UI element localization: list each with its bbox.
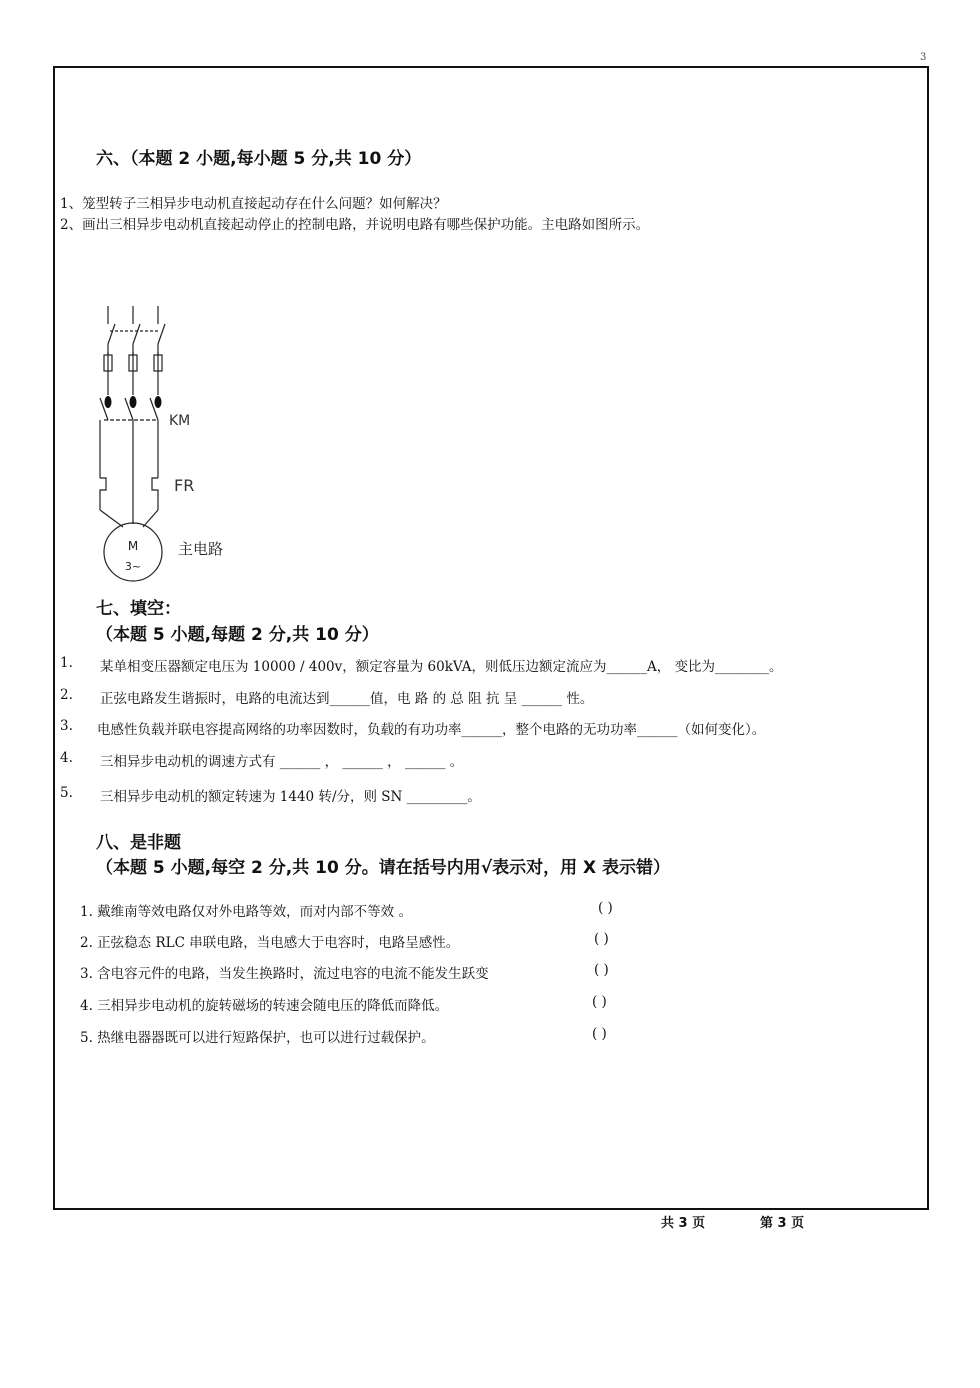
motor-label-m: M <box>127 539 139 553</box>
main-circuit-caption: 主电路 <box>178 540 224 558</box>
fill-blank-1-num: 1. <box>60 655 73 671</box>
fill-blank-2-text: 正弦电路发生谐振时，电路的电流达到______值，电 路 的 总 阻 抗 呈 ______ 性。 <box>100 691 594 707</box>
section-8-subtitle: （本题 5 小题,每空 2 分,共 10 分。请在括号内用√表示对，用 X 表示错） <box>96 858 671 878</box>
judge-item-3-text: 3. 含电容元件的电路，当发生换路时，流过电容的电流不能发生跃变 <box>80 966 489 982</box>
judge-item-5-text: 5. 热继电器器既可以进行短路保护，也可以进行过载保护。 <box>80 1030 435 1046</box>
judge-item-3-answer-parens[interactable]: ( ) <box>594 962 609 978</box>
fill-blank-5-num: 5. <box>60 785 73 801</box>
section-8-title: 八、是非题 <box>96 833 181 853</box>
judge-item-1-answer-parens[interactable]: ( ) <box>598 900 613 916</box>
km-label: KM <box>169 413 191 429</box>
fill-blank-5-text: 三相异步电动机的额定转速为 1440 转/分，则 SN _________。 <box>100 789 481 805</box>
fill-blank-4-text: 三相异步电动机的调速方式有 ______ ， ______ ， ______ 。 <box>100 754 464 770</box>
judge-item-2-answer-parens[interactable]: ( ) <box>594 931 609 947</box>
motor-label-phase: 3~ <box>124 560 142 573</box>
footer-total-pages: 共 3 页 <box>661 1216 706 1231</box>
judge-item-5-answer-parens[interactable]: ( ) <box>592 1026 607 1042</box>
judge-item-4-text: 4. 三相异步电动机的旋转磁场的转速会随电压的降低而降低。 <box>80 998 449 1014</box>
fr-label: FR <box>174 476 195 495</box>
section-7-title: 七、填空： <box>96 599 181 619</box>
page-corner-number: 3 <box>920 52 927 63</box>
judge-item-1-text: 1. 戴维南等效电路仅对外电路等效，而对内部不等效 。 <box>80 904 412 920</box>
judge-item-2-text: 2. 正弦稳态 RLC 串联电路，当电感大于电容时，电路呈感性。 <box>80 935 460 951</box>
judge-item-4-answer-parens[interactable]: ( ) <box>592 994 607 1010</box>
fill-blank-1-text: 某单相变压器额定电压为 10000 / 400v，额定容量为 60kVA，则低压边额定流应为______A， 变比为________。 <box>100 659 783 675</box>
fill-blank-4-num: 4. <box>60 750 73 766</box>
main-circuit-diagram <box>88 298 258 588</box>
section-6-title: 六、（本题 2 小题,每小题 5 分,共 10 分） <box>96 149 422 169</box>
fill-blank-2-num: 2. <box>60 687 73 703</box>
fill-blank-3-text: 电感性负载并联电容提高网络的功率因数时，负载的有功功率______，整个电路的无功功率______（如何变化）。 <box>97 722 766 738</box>
footer-current-page: 第 3 页 <box>760 1216 805 1231</box>
section-7-subtitle: （本题 5 小题,每题 2 分,共 10 分） <box>96 625 379 645</box>
fill-blank-3-num: 3. <box>60 718 73 734</box>
section-6-question-1: 1、笼型转子三相异步电动机直接起动存在什么问题？如何解决？ <box>60 196 447 212</box>
section-6-question-2: 2、画出三相异步电动机直接起动停止的控制电路，并说明电路有哪些保护功能。主电路如图所示。 <box>60 217 650 233</box>
